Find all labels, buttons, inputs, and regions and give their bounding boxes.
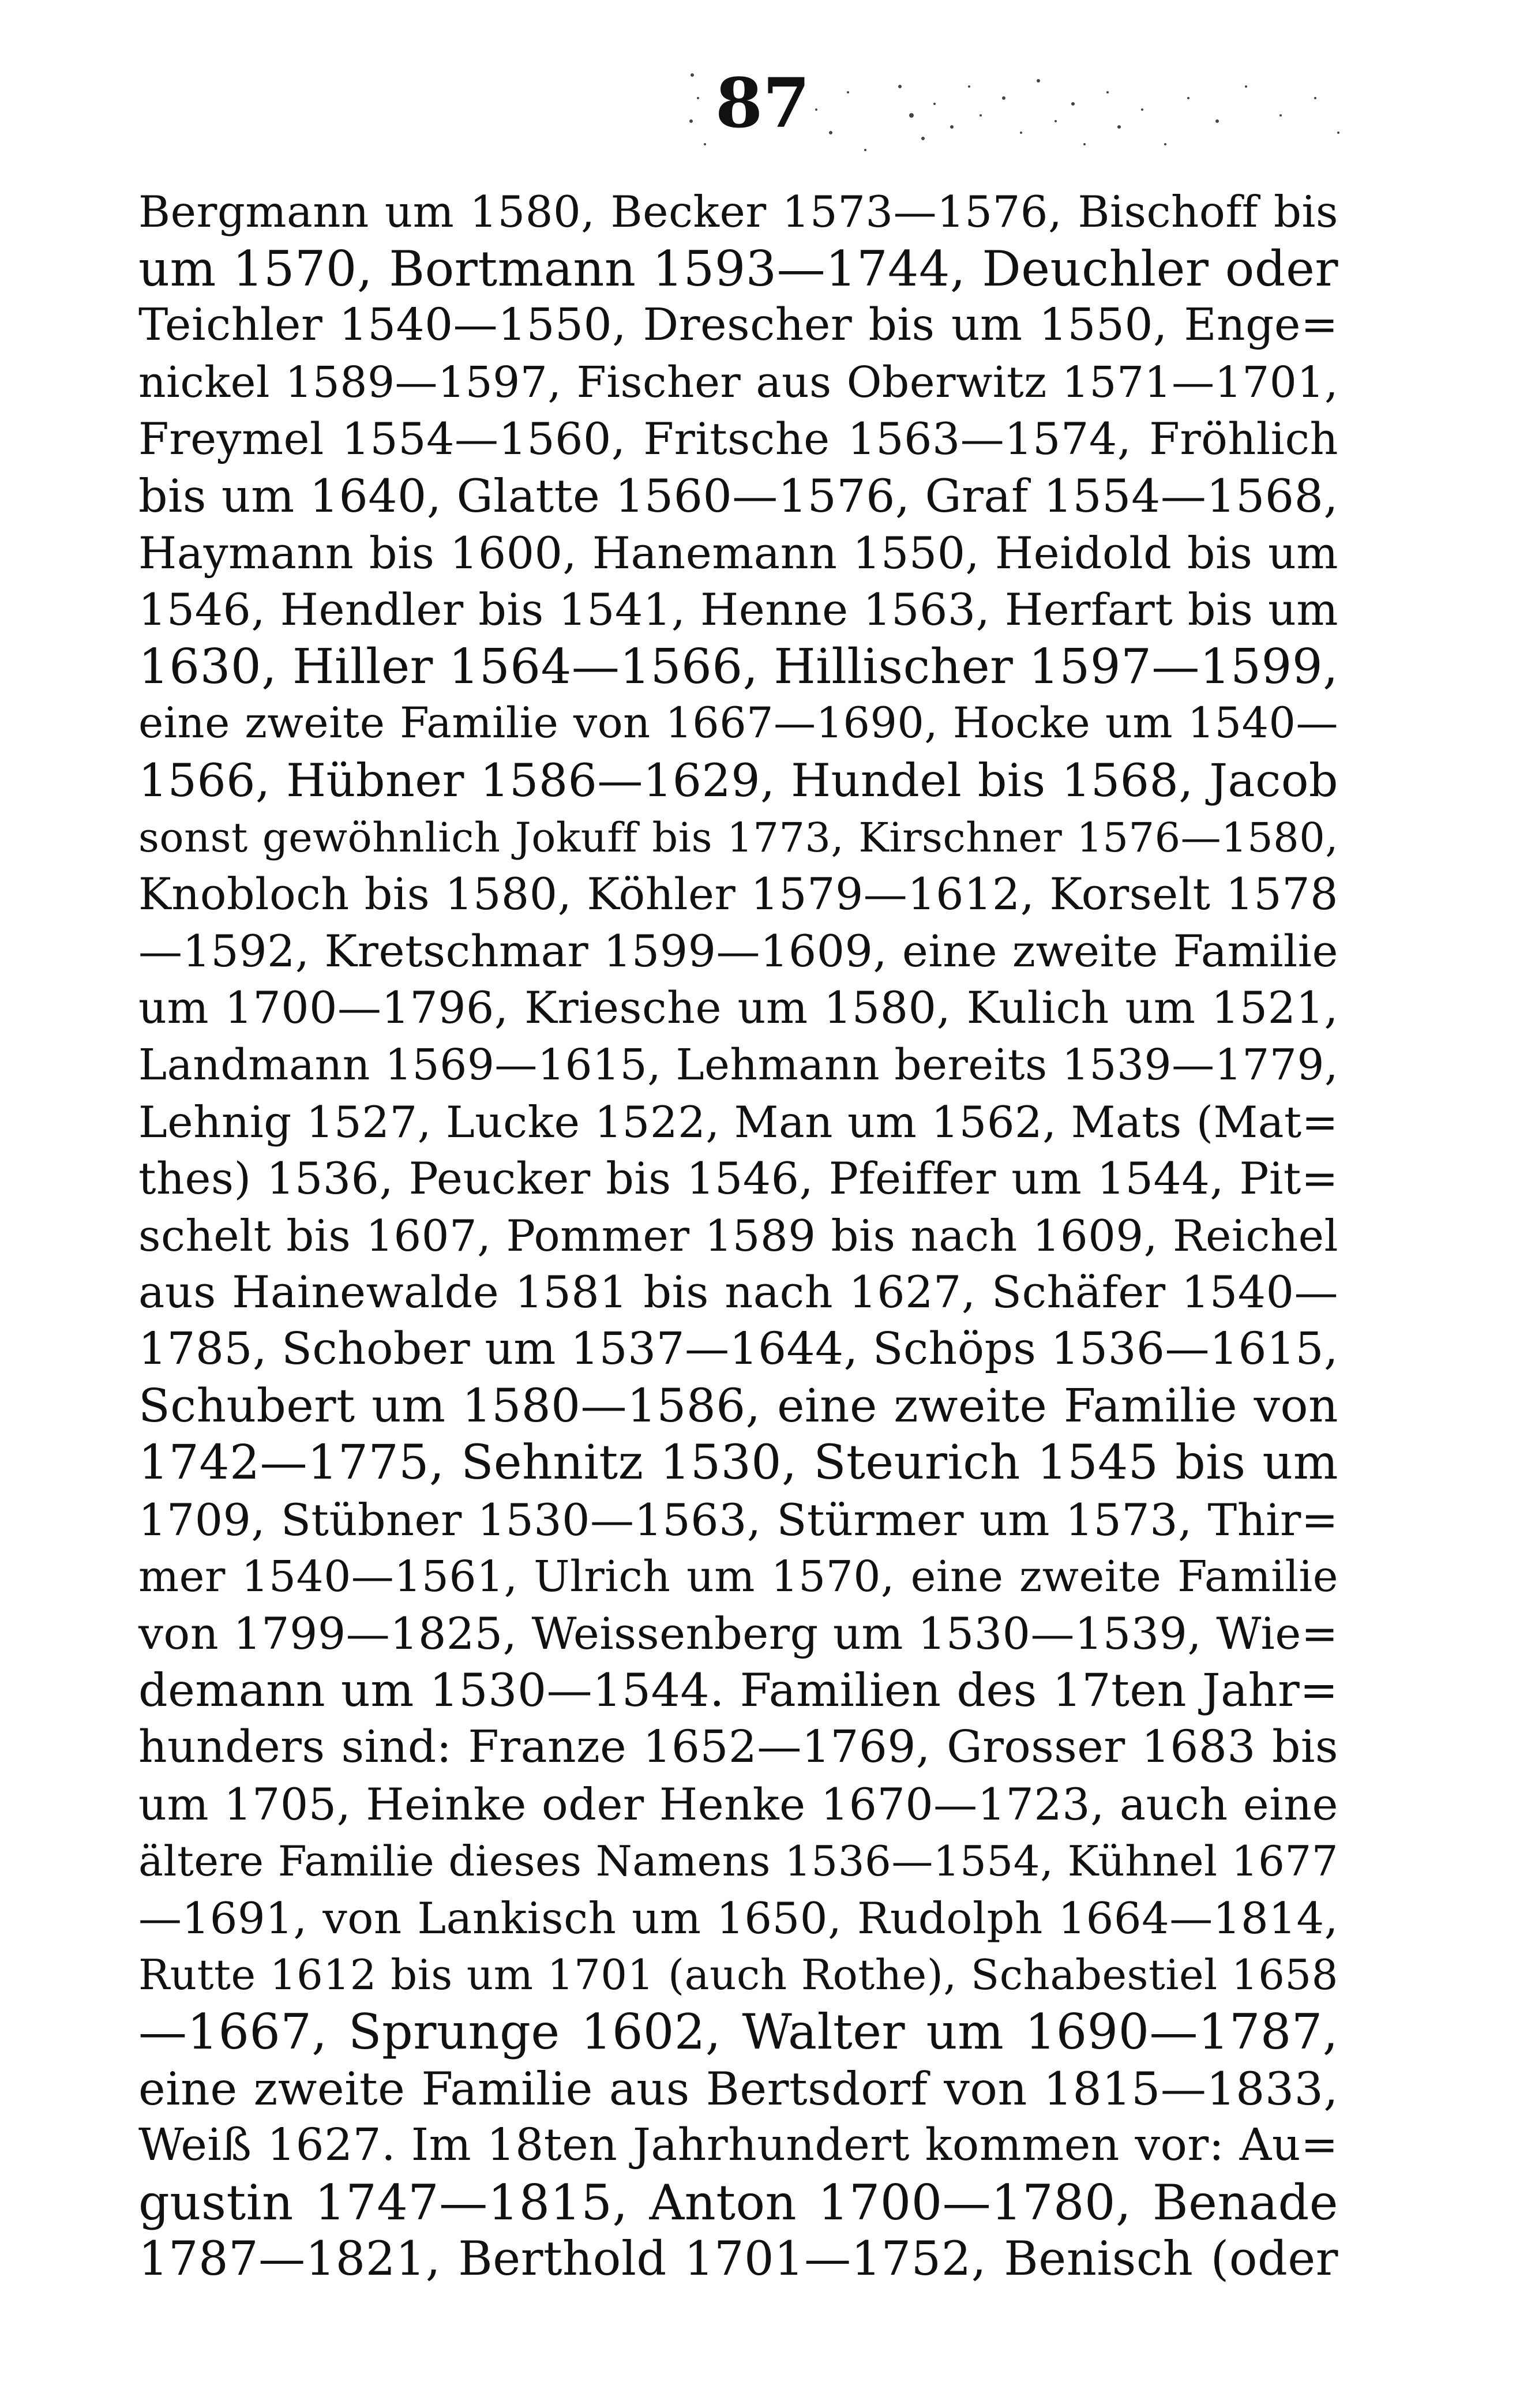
text-line: um 1700—1796, Kriesche um 1580, Kulich um 1521,	[138, 982, 1338, 1034]
text-line: sonst gewöhnlich Jokuff bis 1773, Kirschner 1576—1580,	[138, 813, 1338, 861]
text-line: Bergmann um 1580, Becker 1573—1576, Bischoff bis	[138, 186, 1338, 237]
text-line: 1787—1821, Berthold 1701—1752, Benisch (oder	[138, 2232, 1338, 2287]
text-line: um 1705, Heinke oder Henke 1670—1723, auch eine	[138, 1778, 1338, 1830]
text-line: —1667, Sprunge 1602, Walter um 1690—1787,	[138, 2004, 1338, 2060]
text-line: Teichler 1540—1550, Drescher bis um 1550, Enge=	[138, 299, 1338, 351]
text-line: thes) 1536, Peucker bis 1546, Pfeiffer um 1544, Pit=	[138, 1153, 1338, 1205]
text-line: eine zweite Familie aus Bertsdorf von 1815—1833,	[138, 2062, 1338, 2116]
text-line: aus Hainewalde 1581 bis nach 1627, Schäfer 1540—	[138, 1266, 1338, 1318]
text-line: mer 1540—1561, Ulrich um 1570, eine zweite Familie	[138, 1552, 1338, 1602]
text-line: Lehnig 1527, Lucke 1522, Man um 1562, Mats (Mat=	[138, 1096, 1338, 1147]
body-text	[138, 183, 1338, 2288]
text-line: gustin 1747—1815, Anton 1700—1780, Benade	[138, 2174, 1338, 2231]
text-line: 1546, Hendler bis 1541, Henne 1563, Herfart bis um	[138, 584, 1338, 636]
text-line: Weiß 1627. Im 18ten Jahrhundert kommen vor: Au=	[138, 2120, 1338, 2171]
text-line: um 1570, Bortmann 1593—1744, Deuchler oder	[138, 240, 1338, 297]
text-line: schelt bis 1607, Pommer 1589 bis nach 1609, Reichel	[138, 1210, 1338, 1261]
text-line: Landmann 1569—1615, Lehmann bereits 1539—1779,	[138, 1040, 1338, 1090]
text-line: Schubert um 1580—1586, eine zweite Familie von	[138, 1379, 1338, 1433]
text-line: ältere Familie dieses Namens 1536—1554, Kühnel 1677	[138, 1837, 1338, 1886]
text-line: —1691, von Lankisch um 1650, Rudolph 1664—1814,	[138, 1892, 1338, 1944]
text-line: nickel 1589—1597, Fischer aus Oberwitz 1571—1701,	[138, 357, 1338, 407]
text-line: von 1799—1825, Weissenberg um 1530—1539, Wie=	[138, 1607, 1338, 1659]
text-line: demann um 1530—1544. Familien des 17ten Jahr=	[138, 1664, 1338, 1717]
text-line: —1592, Kretschmar 1599—1609, eine zweite Familie	[138, 925, 1338, 977]
text-line: hunders sind: Franze 1652—1769, Grosser 1683 bis	[138, 1721, 1338, 1773]
text-line: bis um 1640, Glatte 1560—1576, Graf 1554—1568,	[138, 469, 1338, 523]
page-number: 87	[715, 63, 810, 143]
text-line: Freymel 1554—1560, Fritsche 1563—1574, Fröhlich	[138, 413, 1338, 465]
text-line: 1566, Hübner 1586—1629, Hundel bis 1568, Jacob	[138, 753, 1338, 807]
text-line: 1630, Hiller 1564—1566, Hillischer 1597—1599,	[138, 638, 1339, 695]
text-line: 1742—1775, Sehnitz 1530, Steurich 1545 bis um	[138, 1435, 1338, 1491]
text-line: 1785, Schober um 1537—1644, Schöps 1536—1615,	[138, 1323, 1338, 1375]
text-line: Rutte 1612 bis um 1701 (auch Rothe), Schabestiel 1658	[138, 1951, 1338, 2000]
text-line: Knobloch bis 1580, Köhler 1579—1612, Korselt 1578	[138, 868, 1338, 920]
text-line: eine zweite Familie von 1667—1690, Hocke um 1540—	[138, 699, 1338, 748]
text-line: 1709, Stübner 1530—1563, Stürmer um 1573, Thir=	[138, 1494, 1338, 1546]
text-line: Haymann bis 1600, Hanemann 1550, Heidold bis um	[138, 527, 1338, 579]
